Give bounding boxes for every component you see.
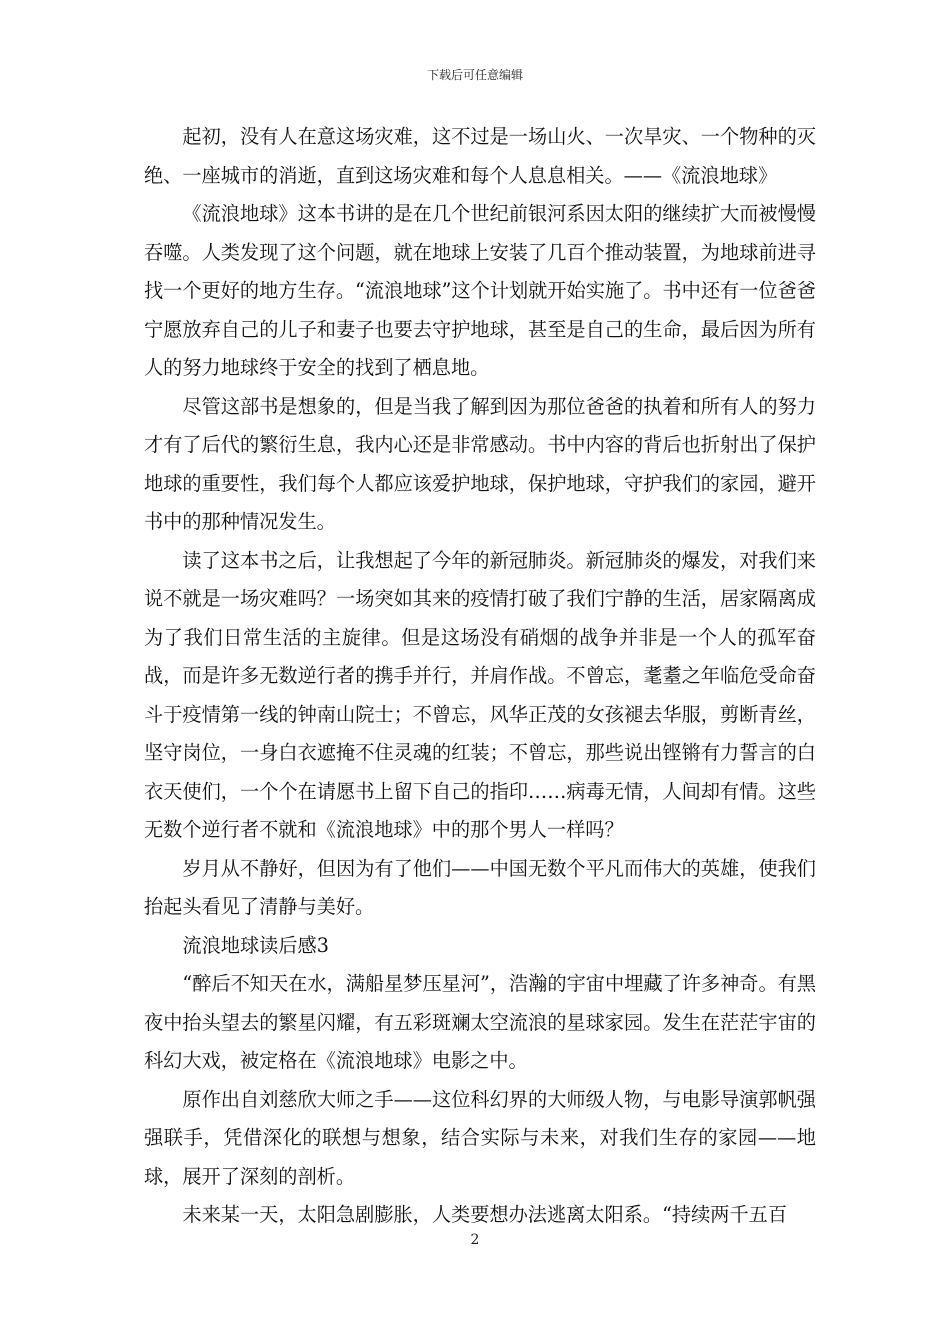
paragraph-poem: “醉后不知天在水，满船星梦压星河”，浩瀚的宇宙中埋藏了许多神奇。有黑夜中抬头望去的繁星闪耀，有五彩斑斓太空流浪的星球家园。发生在茫茫宇宙的科幻大戏，被定格在《流浪地球》电影之中。 (144, 972, 817, 1072)
paragraph-covid: 读了这本书之后，让我想起了今年的新冠肺炎。新冠肺炎的爆发，对我们来说不就是一场灾难吗？一场突如其来的疫情打破了我们宁静的生活，居家隔离成为了我们日常生活的主旋律。但是这场没有硝烟的战争并非是一个人的孤军奋战，而是许多无数逆行者的携手并行，并肩作战。不曾忘，耄耋之年临危受命奋斗于疫情第一线的钟南山院士；不曾忘，风华正茂的女孩褪去华服，剪断青丝，坚守岗位，一身白衣遮掩不住灵魂的红装；不曾忘，那些说出铿锵有力誓言的白衣天使们，一个个在请愿书上留下自己的指印……病毒无情，人间却有情。这些无数个逆行者不就和《流浪地球》中的那个男人一样吗？ (144, 548, 816, 841)
document-body (144, 118, 816, 1235)
page-header: 下载后可任意编辑 (426, 68, 523, 82)
paragraph-future: 未来某一天，太阳急剧膨胀，人类要想办法逃离太阳系。“持续两千五百 (182, 1203, 788, 1226)
paragraph-reflection: 尽管这部书是想象的，但是当我了解到因为那位爸爸的执着和所有人的努力才有了后代的繁衍生息，我内心还是非常感动。书中内容的背后也折射出了保护地球的重要性，我们每个人都应该爱护地球，保护地球，守护我们的家园，避开书中的那种情况发生。 (144, 394, 816, 533)
paragraph-quote-intro: 起初，没有人在意这场灾难，这不过是一场山火、一次旱灾、一个物种的灭绝、一座城市的消逝，直到这场灾难和每个人息息相关。——《流浪地球》 (144, 125, 816, 187)
paragraph-book-summary: 《流浪地球》这本书讲的是在几个世纪前银河系因太阳的继续扩大而被慢慢吞噬。人类发现了这个问题，就在地球上安装了几百个推动装置，为地球前进寻找一个更好的地方生存。“流浪地球”这个计划就开始实施了。书中还有一位爸爸宁愿放弃自己的儿子和妻子也要去守护地球，甚至是自己的生命，最后因为所有人的努力地球终于安全的找到了栖息地。 (144, 202, 816, 379)
page-number: 2 (470, 1232, 480, 1248)
paragraph-author: 原作出自刘慈欣大师之手——这位科幻界的大师级人物，与电影导演郭帆强强联手，凭借深化的联想与想象，结合实际与未来，对我们生存的家园——地球，展开了深刻的剖析。 (144, 1087, 816, 1188)
section-heading: 流浪地球读后感3 (182, 933, 329, 957)
paragraph-heroes: 岁月从不静好，但因为有了他们——中国无数个平凡而伟大的英雄，使我们抬起头看见了清静与美好。 (144, 856, 816, 918)
